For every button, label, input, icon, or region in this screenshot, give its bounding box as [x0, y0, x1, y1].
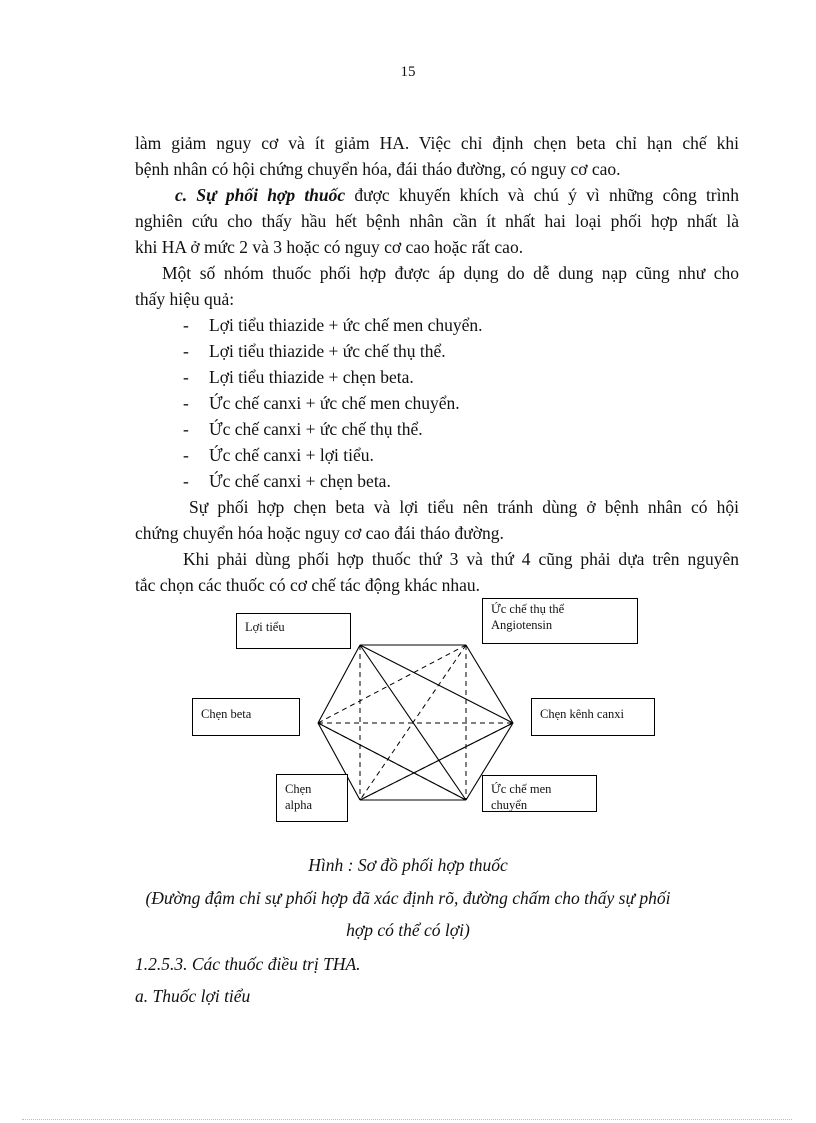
list-item-text: Ức chế canxi + ức chế men chuyển.	[209, 393, 460, 413]
paragraph-line: khi HA ở mức 2 và 3 hoặc có nguy cơ cao hoặc rất cao.	[135, 237, 524, 257]
node-label: Lợi tiểu	[245, 620, 285, 634]
paragraph-line: Một số nhóm thuốc phối hợp được áp dụng do dễ dung nạp cũng như cho	[162, 263, 739, 283]
edge-solid	[318, 645, 360, 723]
page-bottom-rule	[22, 1119, 792, 1120]
node-label: Chẹn	[285, 782, 312, 796]
node-label: Chẹn beta	[201, 707, 252, 721]
subsection-heading: a. Thuốc lợi tiểu	[135, 986, 251, 1006]
node-label: Ức chế men	[491, 782, 552, 796]
list-item-text: Ức chế canxi + ức chế thụ thể.	[209, 419, 423, 439]
paragraph-line: làm giảm nguy cơ và ít giảm HA. Việc chỉ định chẹn beta chỉ hạn chế khi	[135, 133, 739, 153]
paragraph-line: tắc chọn các thuốc có cơ chế tác động khác nhau.	[135, 575, 480, 595]
node-uc-che-thu-the	[482, 598, 638, 644]
list-item-text: Lợi tiểu thiazide + ức chế men chuyển.	[209, 315, 483, 335]
paragraph-line: Sự phối hợp chẹn beta và lợi tiểu nên tránh dùng ở bệnh nhân có hội	[189, 497, 739, 517]
page-number: 15	[400, 64, 416, 80]
bullet-dash: -	[183, 367, 189, 387]
list-item-text: Ức chế canxi + chẹn beta.	[209, 471, 391, 491]
bullet-dash: -	[183, 445, 189, 465]
figure-caption: Hình : Sơ đồ phối hợp thuốc	[308, 855, 508, 875]
bullet-dash: -	[183, 341, 189, 361]
node-chen-kenh-canxi	[531, 698, 655, 736]
section-heading-combination: c. Sự phối hợp thuốc	[175, 185, 346, 205]
node-chen-beta	[192, 698, 300, 736]
paragraph-line: nghiên cứu cho thấy hầu hết bệnh nhân cần ít nhất hai loại phối hợp nhất là	[135, 211, 739, 231]
list-item-text: Lợi tiểu thiazide + ức chế thụ thể.	[209, 341, 446, 361]
node-label: Angiotensin	[491, 618, 553, 632]
paragraph-line: chứng chuyển hóa hoặc nguy cơ cao đái tháo đường.	[135, 523, 504, 543]
bullet-dash: -	[183, 471, 189, 491]
paragraph-text: được khuyến khích và chú ý vì những công trình	[345, 185, 739, 205]
paragraph-line: thấy hiệu quả:	[135, 289, 235, 309]
node-label: chuyển	[491, 798, 528, 812]
paragraph-line: bệnh nhân có hội chứng chuyển hóa, đái tháo đường, có nguy cơ cao.	[135, 159, 621, 179]
paragraph-line: Khi phải dùng phối hợp thuốc thứ 3 và thứ 4 cũng phải dựa trên nguyên	[183, 549, 739, 569]
section-heading: 1.2.5.3. Các thuốc điều trị THA.	[135, 954, 361, 974]
node-loi-tieu	[236, 613, 351, 649]
list-item-text: Lợi tiểu thiazide + chẹn beta.	[209, 367, 414, 387]
bullet-dash: -	[183, 315, 189, 335]
figure-note: hợp có thể có lợi)	[346, 920, 470, 940]
node-uc-che-men-chuyen	[482, 775, 597, 812]
node-chen-alpha	[276, 774, 348, 822]
edge-dashed	[318, 645, 466, 723]
list-item-text: Ức chế canxi + lợi tiểu.	[209, 445, 374, 465]
bullet-dash: -	[183, 419, 189, 439]
node-label: alpha	[285, 798, 313, 812]
node-label: Ức chế thụ thể	[491, 602, 565, 616]
figure-note: (Đường đậm chỉ sự phối hợp đã xác định rõ, đường chấm cho thấy sự phối	[145, 888, 671, 908]
node-label: Chẹn kênh canxi	[540, 707, 625, 721]
bullet-dash: -	[183, 393, 189, 413]
